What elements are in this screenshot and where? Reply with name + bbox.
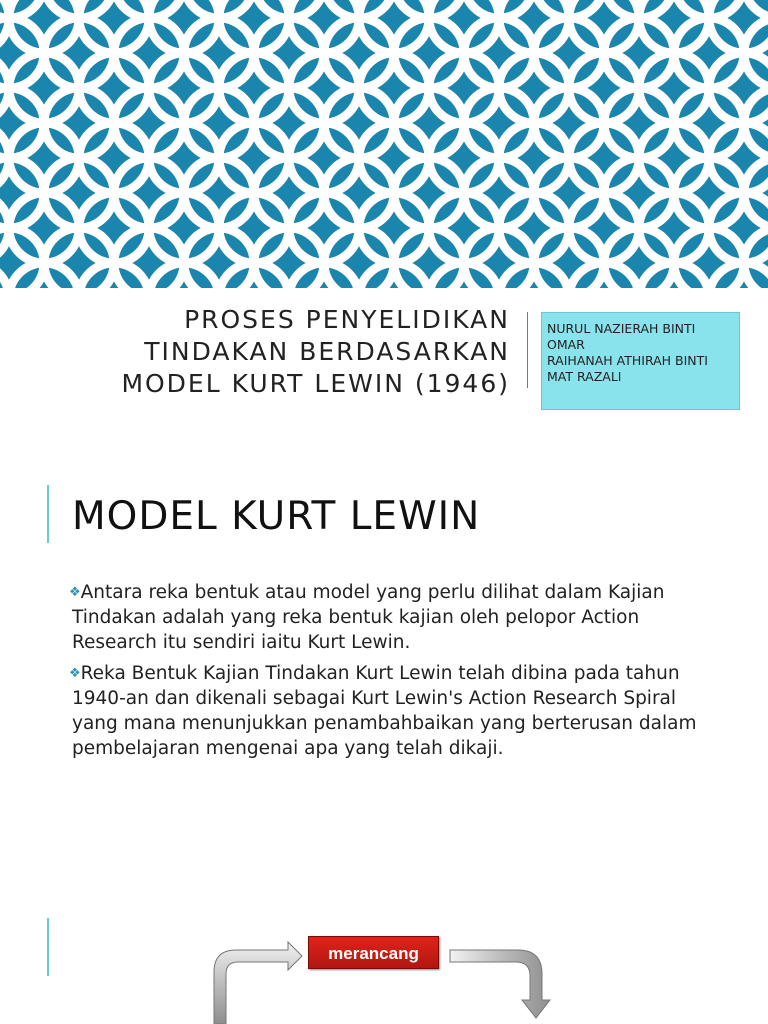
bullet-item: [69, 580, 712, 655]
title-line: TINDAKAN BERDASARKAN: [144, 337, 510, 366]
diagram-slide: [0, 900, 768, 1024]
heading-accent-bar: [47, 485, 49, 543]
diamond-bullet-icon: ❖: [69, 585, 81, 600]
heading-accent-bar: [47, 918, 49, 976]
right-curved-arrow-icon: [450, 950, 550, 1018]
bullet-text: Antara reka bentuk atau model yang perlu dilihat dalam Kajian Tindakan adalah yang reka bentuk kajian oleh pelopor Action Research itu sendiri iaitu Kurt Lewin.: [72, 582, 665, 653]
diamond-bullet-icon: ❖: [69, 666, 81, 681]
author-line: NURUL NAZIERAH BINTI: [547, 321, 696, 336]
left-curved-arrow-icon: [214, 942, 302, 1024]
bullet-text: Reka Bentuk Kajian Tindakan Kurt Lewin telah dibina pada tahun 1940-an dan dikenali sebagai Kurt Lewin's Action Research Spiral yang mana menunjukkan penambahbaikan yang berterusan dalam pembelajaran mengenai apa yang telah dikaji.: [72, 663, 697, 759]
title-divider: [527, 312, 528, 388]
author-line: RAIHANAH ATHIRAH BINTI: [547, 353, 708, 368]
title-line: PROSES PENYELIDIKAN: [184, 305, 510, 334]
title-line: MODEL KURT LEWIN (1946): [121, 369, 510, 398]
author-line: OMAR: [547, 337, 585, 352]
circle-lattice-pattern: [0, 0, 768, 288]
action-research-cycle-diagram: [200, 930, 570, 1024]
author-line: MAT RAZALI: [547, 369, 622, 384]
bullet-list: [69, 580, 712, 767]
title-slide: [0, 0, 768, 420]
content-slide: [0, 430, 768, 850]
slide-heading: MODEL KURT LEWIN: [72, 494, 481, 539]
bullet-item: [69, 661, 712, 761]
authors-box: [541, 312, 740, 410]
presentation-title: [40, 304, 510, 400]
stage-label-merancang: merancang: [308, 936, 439, 969]
